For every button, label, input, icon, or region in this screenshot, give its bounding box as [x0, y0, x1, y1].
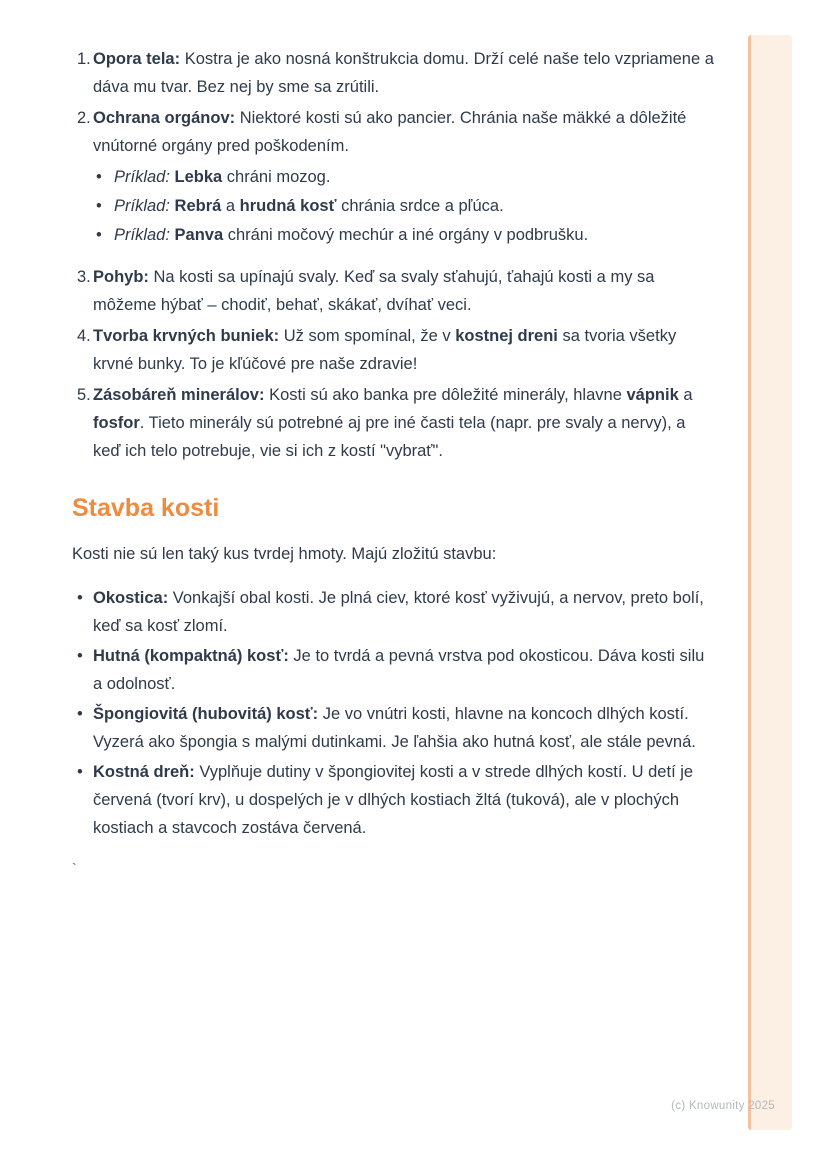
bold-term: vápnik — [626, 386, 679, 404]
bullet-icon — [72, 584, 93, 640]
example-item — [94, 221, 717, 249]
item-text — [93, 322, 717, 378]
bold-lead: Opora tela: — [93, 50, 181, 68]
copyright-watermark: (c) Knowunity 2025 — [671, 1100, 775, 1112]
item-body: Už som spomínal, že v — [279, 327, 456, 345]
item-text — [93, 104, 717, 160]
bold-lead: Hutná (kompaktná) kosť: — [93, 647, 289, 665]
example-body: a — [221, 197, 240, 215]
bold-lead: Okostica: — [93, 589, 169, 607]
item-body: Je to tvrdá a pevná vrstva pod okosticou. Dáva kosti silu a odolnosť. — [93, 647, 705, 693]
list-item — [72, 322, 717, 378]
item-text — [93, 45, 717, 101]
list-item — [72, 584, 717, 640]
bold-term: kostnej dreni — [455, 327, 558, 345]
list-item-group — [72, 104, 717, 249]
bold-lead: Ochrana orgánov: — [93, 109, 236, 127]
section-heading: Stavba kosti — [72, 494, 220, 522]
bold-lead: Zásobáreň minerálov: — [93, 386, 265, 404]
item-body: Vyplňuje dutiny v špongiovitej kosti a v strede dlhých kostí. U detí je červená (tvorí krv), u dospelých je v dlhých kostiach žltá (tuková), ale v plochých kostiach a stavcoch zostáva červená. — [93, 763, 694, 837]
stray-character: ` — [72, 860, 77, 876]
item-body: Je vo vnútri kosti, hlavne na koncoch dlhých kostí. Vyzerá ako špongia s malými dutinkami. Je ľahšia ako hutná kosť, ale stále pevná. — [93, 705, 696, 751]
example-text — [114, 163, 717, 191]
item-number: 4. — [77, 327, 91, 345]
item-number: 3. — [77, 268, 91, 286]
list-item — [72, 104, 717, 160]
example-label: Príklad: — [114, 197, 175, 215]
item-number: 1. — [77, 50, 91, 68]
item-text — [93, 642, 717, 698]
bold-term: Panva — [174, 226, 224, 244]
bullet-icon — [72, 700, 93, 756]
item-number: 5. — [77, 386, 91, 404]
list-item — [72, 263, 717, 319]
bullet-icon — [94, 163, 114, 191]
example-item — [94, 192, 717, 220]
bold-term: fosfor — [93, 414, 140, 432]
bold-term: Rebrá — [174, 197, 222, 215]
bold-lead: Tvorba krvných buniek: — [93, 327, 280, 345]
list-item — [72, 758, 717, 842]
item-text — [93, 584, 717, 640]
numbered-list — [72, 45, 717, 465]
item-text — [93, 263, 717, 319]
list-item — [72, 45, 717, 101]
accent-stripe — [748, 35, 792, 1130]
list-item — [72, 642, 717, 698]
intro-paragraph: Kosti nie sú len taký kus tvrdej hmoty. Majú zložitú stavbu: — [72, 545, 497, 563]
document-content — [72, 45, 717, 882]
example-list — [94, 163, 717, 249]
bold-lead: Špongiovitá (hubovitá) kosť: — [93, 705, 319, 723]
example-label: Príklad: — [114, 168, 175, 186]
list-item — [72, 700, 717, 756]
item-text — [93, 758, 717, 842]
example-body: chráni močový mechúr a iné orgány v podbrušku. — [223, 226, 589, 244]
bullet-icon — [94, 221, 114, 249]
example-item — [94, 163, 717, 191]
bold-term: Lebka — [174, 168, 223, 186]
item-text — [93, 381, 717, 465]
bullet-icon — [72, 642, 93, 698]
bullet-icon — [72, 758, 93, 842]
example-body: chráni mozog. — [222, 168, 331, 186]
item-body: Niektoré kosti sú ako pancier. Chránia naše mäkké a dôležité vnútorné orgány pred poškodením. — [93, 109, 687, 155]
item-body: Vonkajší obal kosti. Je plná ciev, ktoré kosť vyživujú, a nervov, preto bolí, keď sa kosť zlomí. — [93, 589, 704, 635]
example-body: chránia srdce a pľúca. — [336, 197, 504, 215]
bold-lead: Kostná dreň: — [93, 763, 195, 781]
bullet-icon — [94, 192, 114, 220]
example-label: Príklad: — [114, 226, 175, 244]
bold-term: hrudná kosť — [239, 197, 337, 215]
item-body: a — [678, 386, 693, 404]
item-number: 2. — [77, 109, 91, 127]
list-item — [72, 381, 717, 465]
item-text — [93, 700, 717, 756]
item-body: sa tvoria všetky krvné bunky. To je kľúčové pre naše zdravie! — [93, 327, 677, 373]
example-text — [114, 221, 717, 249]
bold-lead: Pohyb: — [93, 268, 149, 286]
item-body: . Tieto minerály sú potrebné aj pre iné časti tela (napr. pre svaly a nervy), a keď ich telo potrebuje, vie si ich z kostí "vybrať". — [93, 414, 686, 460]
item-body: Kostra je ako nosná konštrukcia domu. Drží celé naše telo vzpriamene a dáva mu tvar. Bez nej by sme sa zrútili. — [93, 50, 714, 96]
item-body: Na kosti sa upínajú svaly. Keď sa svaly sťahujú, ťahajú kosti a my sa môžeme hýbať – chodiť, behať, skákať, dvíhať veci. — [93, 268, 655, 314]
bullet-list — [72, 584, 717, 842]
example-text — [114, 192, 717, 220]
item-body: Kosti sú ako banka pre dôležité minerály, hlavne — [264, 386, 627, 404]
